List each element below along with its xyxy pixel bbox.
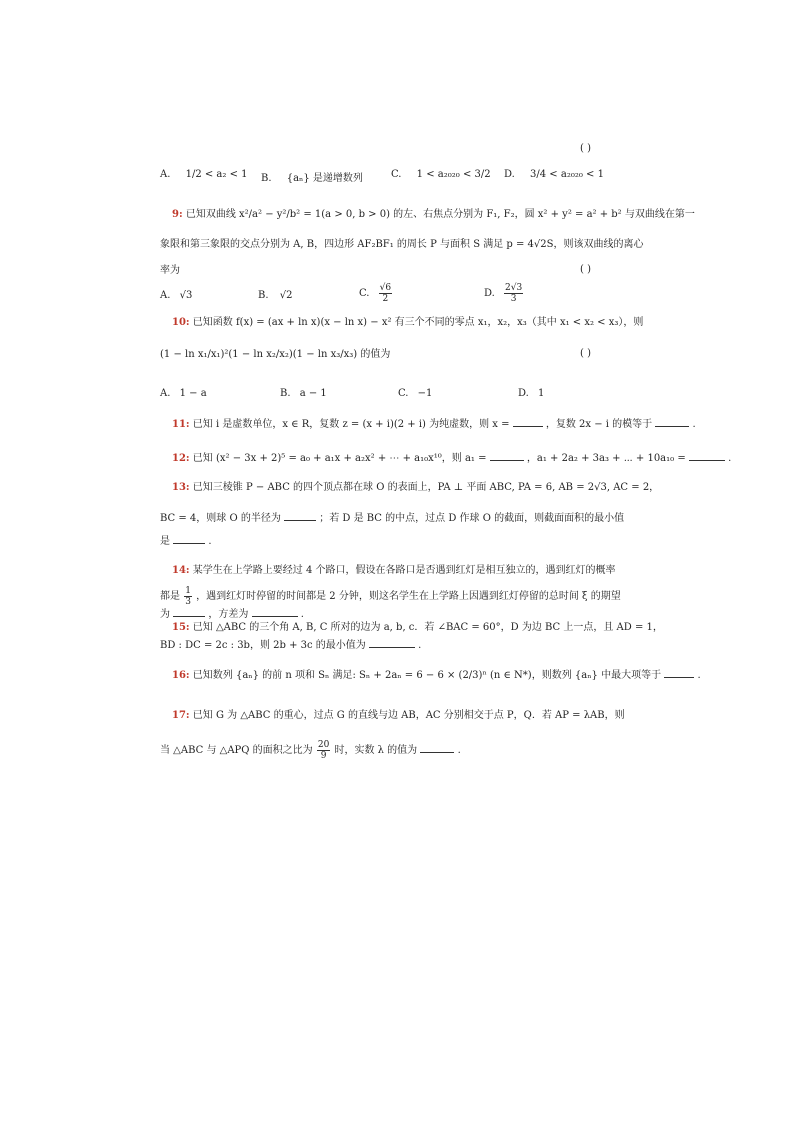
q8-option-c[interactable]	[391, 169, 491, 180]
q9-text-2: 象限和第三象限的交点分别为 A, B，四边形 AF₂BF₁ 的周长 P 与面积 S 满足 p = 4√2S，则该双曲线的离心	[160, 239, 644, 250]
q17-fraction-numerator: 20	[317, 740, 330, 750]
q8-option-b[interactable]	[261, 169, 363, 184]
q17-text-1: 已知 G 为 △ABC 的重心，过点 G 的直线与边 AB，AC 分别相交于点 P，Q．若 AP = λAB，则	[192, 710, 625, 721]
q14-fraction	[184, 586, 192, 607]
q17-fraction	[317, 740, 330, 761]
q14-fraction-numerator: 1	[185, 586, 191, 596]
q14-text-3c: .	[300, 609, 304, 620]
q13-line-3	[160, 533, 212, 549]
q9-option-d[interactable]	[484, 283, 524, 304]
q9-option-d-numerator: 2√3	[505, 283, 523, 293]
q10-option-a[interactable]	[160, 388, 207, 399]
q9-option-b[interactable]	[258, 290, 292, 301]
q14-text-2a: 都是	[160, 591, 180, 602]
q14-line-1	[172, 564, 616, 578]
q9-option-c-fraction	[379, 283, 392, 304]
q14-text-3a: 为	[160, 609, 170, 620]
q12-blank-2[interactable]	[689, 450, 725, 461]
q10-option-b[interactable]	[280, 388, 327, 399]
q13-line-2	[160, 510, 624, 526]
q8-answer-bracket: ( )	[580, 143, 591, 154]
q15-text-2a: BD : DC = 2c : 3b，则 2b + 3c 的最小值为	[160, 640, 366, 651]
q17-line-1	[172, 709, 625, 723]
q12-text-c: .	[728, 453, 732, 464]
q14-text-1: 某学生在上学路上要经过 4 个路口，假设在各路口是否遇到红灯是相互独立的，遇到红灯的概率	[192, 565, 616, 576]
q13-blank-1[interactable]	[284, 510, 316, 521]
q11-number: 11:	[172, 419, 190, 430]
q9-text-1: 已知双曲线 x²/a² − y²/b² = 1(a > 0, b > 0) 的左、右焦点分别为 F₁, F₂，圆 x² + y² = a² + b² 与双曲线在第一	[185, 209, 695, 220]
q8-option-d-label: D.	[504, 169, 515, 180]
q8-option-d-expr: 3/4 < a₂₀₂₀ < 1	[530, 169, 604, 180]
q16-text-b: .	[697, 670, 701, 681]
q11-text-b: ，复数 2x − i 的模等于	[545, 419, 653, 430]
q10-option-b-label: B.	[280, 388, 291, 399]
q9-answer-bracket: ( )	[580, 264, 591, 275]
q9-option-d-denominator: 3	[510, 294, 517, 304]
q10-option-d-expr: 1	[538, 388, 545, 399]
q8-option-c-label: C.	[391, 169, 402, 180]
q10-option-c[interactable]	[398, 388, 432, 399]
q13-text-2b: ；若 D 是 BC 的中点，过点 D 作球 O 的截面，则截面面积的最小值	[319, 513, 625, 524]
q12-number: 12:	[172, 453, 190, 464]
q8-option-b-label: B.	[261, 173, 272, 184]
q13-line-1	[172, 481, 659, 495]
q14-line-3	[160, 606, 304, 622]
q8-option-b-expr: {aₙ} 是递增数列	[286, 173, 363, 184]
q14-line-2	[160, 586, 621, 607]
q13-text-2a: BC = 4，则球 O 的半径为	[160, 513, 281, 524]
q12-text-a: 已知 (x² − 3x + 2)⁵ = a₀ + a₁x + a₂x² + ⋯ + a₁₀x¹⁰，则 a₁ =	[192, 453, 487, 464]
q11-blank-2[interactable]	[655, 416, 689, 427]
q9-option-d-label: D.	[484, 288, 495, 299]
q14-blank-2[interactable]	[252, 606, 298, 617]
q10-text-2: (1 − ln x₁/x₁)²(1 − ln x₂/x₂)(1 − ln x₃/x₃) 的值为	[160, 349, 391, 360]
question-11	[172, 416, 696, 432]
q14-blank-1[interactable]	[173, 606, 205, 617]
q10-option-a-label: A.	[160, 388, 171, 399]
q17-line-2	[160, 740, 461, 761]
q10-number: 10:	[172, 317, 190, 328]
q15-text-2b: .	[418, 640, 422, 651]
q17-text-2c: .	[457, 745, 461, 756]
question-16	[172, 667, 701, 683]
q10-option-a-expr: 1 − a	[179, 388, 207, 399]
q10-answer-bracket: ( )	[580, 348, 591, 359]
q10-option-d-label: D.	[518, 388, 529, 399]
q9-text-3: 率为	[160, 265, 180, 276]
q12-blank-1[interactable]	[490, 450, 524, 461]
q16-blank-1[interactable]	[664, 667, 694, 678]
q16-number: 16:	[172, 670, 190, 681]
q9-option-d-fraction	[504, 283, 523, 304]
q8-option-d[interactable]	[504, 169, 604, 180]
q14-fraction-denominator: 3	[185, 597, 191, 607]
q13-number: 13:	[172, 482, 190, 493]
q13-text-3b: .	[208, 536, 212, 547]
q11-text-c: .	[692, 419, 696, 430]
q9-option-b-expr: √2	[279, 290, 293, 301]
q13-text-3a: 是	[160, 536, 170, 547]
q17-number: 17:	[172, 710, 190, 721]
q17-blank-1[interactable]	[420, 742, 454, 753]
q10-option-c-expr: −1	[417, 388, 433, 399]
q10-option-b-expr: a − 1	[299, 388, 327, 399]
q15-blank-1[interactable]	[369, 637, 415, 648]
q9-option-c-label: C.	[359, 288, 370, 299]
q10-option-c-label: C.	[398, 388, 409, 399]
q13-blank-2[interactable]	[173, 533, 205, 544]
q9-option-c-numerator: √6	[379, 283, 392, 293]
question-12	[172, 450, 731, 466]
q11-blank-1[interactable]	[513, 416, 543, 427]
q8-option-a[interactable]	[160, 169, 248, 180]
q10-line-1	[172, 316, 643, 330]
q16-text-a: 已知数列 {aₙ} 的前 n 项和 Sₙ 满足: Sₙ + 2aₙ = 6 − 6 × (2/3)ⁿ (n ∈ N*)，则数列 {aₙ} 中最大项等于	[192, 670, 662, 681]
q15-line-2	[160, 637, 421, 653]
q8-option-a-label: A.	[160, 169, 171, 180]
q9-line-1	[172, 208, 695, 222]
q15-number: 15:	[172, 622, 190, 633]
q10-option-d[interactable]	[518, 388, 544, 399]
q9-option-a-expr: √3	[179, 290, 193, 301]
q13-text-1: 已知三棱锥 P − ABC 的四个顶点都在球 O 的表面上，PA ⊥ 平面 ABC, PA = 6, AB = 2√3, AC = 2，	[192, 482, 660, 493]
q15-line-1	[172, 621, 663, 635]
q17-fraction-denominator: 9	[320, 751, 327, 761]
q15-text-1: 已知 △ABC 的三个角 A, B, C 所对的边为 a, b, c．若 ∠BAC = 60°，D 为边 BC 上一点，且 AD = 1，	[192, 622, 663, 633]
q9-number: 9:	[172, 209, 183, 220]
q17-text-2b: 时，实数 λ 的值为	[334, 745, 418, 756]
q14-number: 14:	[172, 565, 190, 576]
q9-option-c[interactable]	[359, 283, 393, 304]
q8-option-a-expr: 1/2 < a₂ < 1	[185, 169, 248, 180]
q9-option-a-label: A.	[160, 290, 171, 301]
q10-text-1: 已知函数 f(x) = (ax + ln x)(x − ln x) − x² 有三个不同的零点 x₁，x₂，x₃（其中 x₁ < x₂ < x₃），则	[192, 317, 644, 328]
q14-text-3b: ，方差为	[208, 609, 249, 620]
q8-option-c-expr: 1 < a₂₀₂₀ < 3/2	[416, 169, 491, 180]
q11-text-a: 已知 i 是虚数单位，x ∈ R，复数 z = (x + i)(2 + i) 为纯虚数，则 x =	[192, 419, 510, 430]
q14-text-2b: ，遇到红灯时停留的时间都是 2 分钟，则这名学生在上学路上因遇到红灯停留的总时间 ξ 的期望	[196, 591, 621, 602]
q12-text-b: ，a₁ + 2a₂ + 3a₃ + ⋯ + 10a₁₀ =	[526, 453, 686, 464]
q9-option-a[interactable]	[160, 290, 192, 301]
q9-option-c-denominator: 2	[382, 294, 389, 304]
q17-text-2a: 当 △ABC 与 △APQ 的面积之比为	[160, 745, 313, 756]
q9-option-b-label: B.	[258, 290, 269, 301]
